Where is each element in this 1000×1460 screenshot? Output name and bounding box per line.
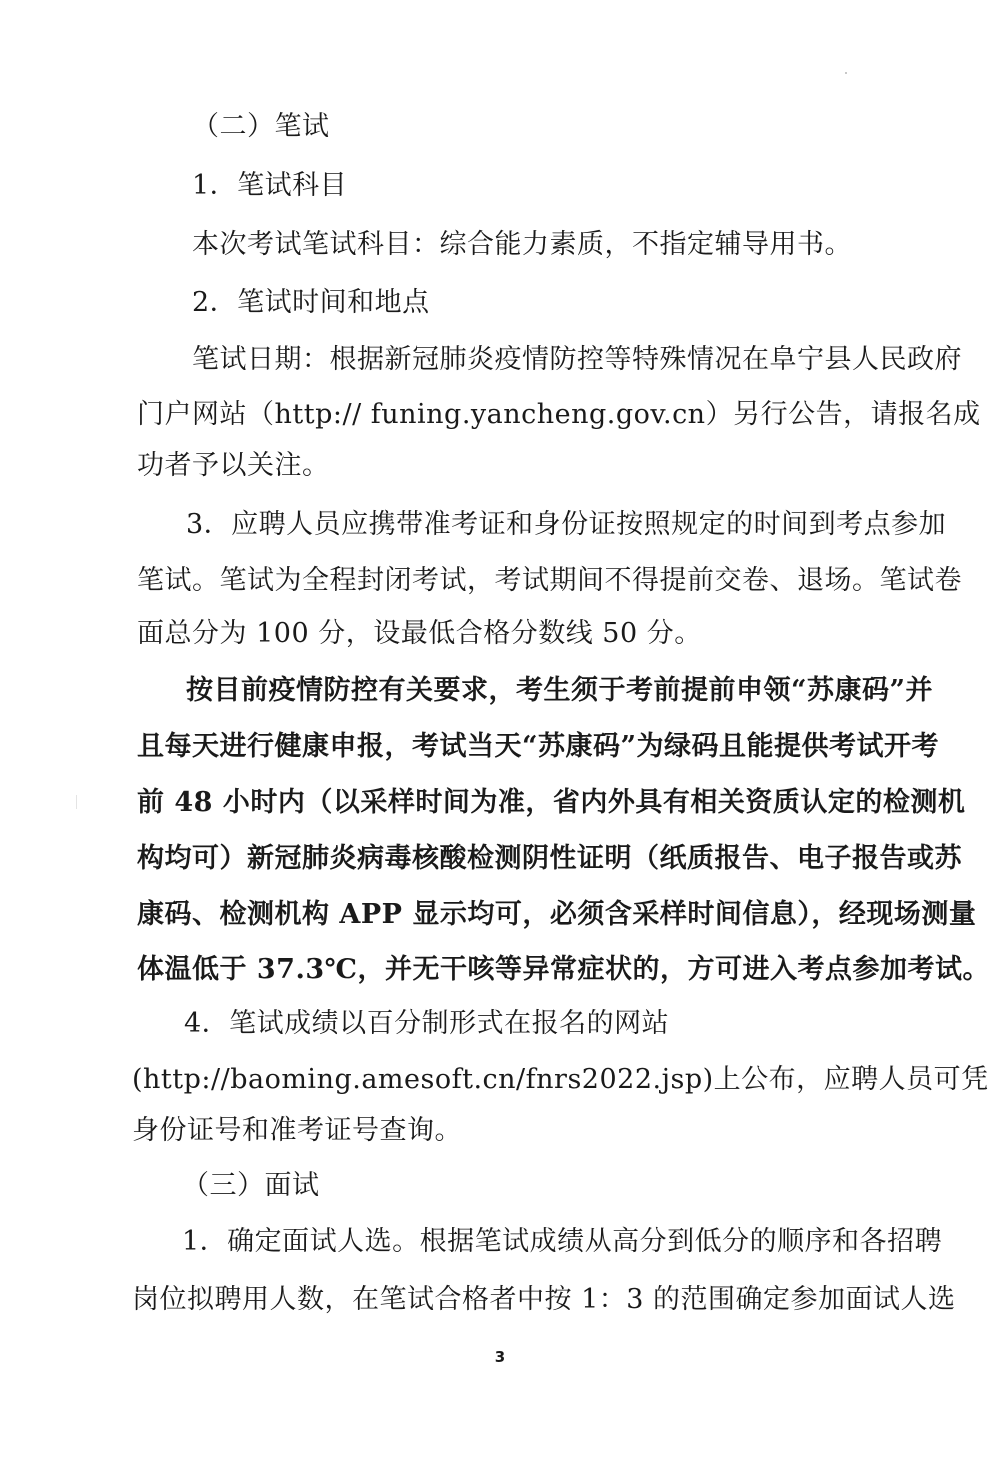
scan-speck <box>76 795 77 809</box>
page-number: 3 <box>494 1348 506 1366</box>
scan-speck <box>845 72 847 74</box>
document-page: （二）笔试 1．笔试科目 本次考试笔试科目：综合能力素质，不指定辅导用书。 2．笔试时间和地点 笔试日期：根据新冠肺炎疫情防控等特殊情况在阜宁县人民政府 门户网站（http:// funing.yancheng.gov.cn）另行公告，请报名成 功者予以关注。 3．应聘人员应携带准考证和身份证按照规定的时间到考点参加 笔试。笔试为全程封闭考试，考试期间不得提前交卷、退场。笔试卷 面总分为 100 分，设最低合格分数线 50 分。 按目前疫情防控有关要求，考生须于考前提前申领“苏康码”并 且每天进行健康申报，考试当天“苏康码”为绿码且能提供考试开考 前 48 小时内（以采样时间为准，省内外具有相关资质认定的检测机 构均可）新冠肺炎病毒核酸检测阴性证明（纸质报告、电子报告或苏 康码、检测机构 APP 显示均可，必须含采样时间信息），经现场测量 体温低于 37.3℃，并无干咳等异常症状的，方可进入考点参加考试。 4．笔试成绩以百分制形式在报名的网站 (http://baoming.amesoft.cn/fnrs2022.jsp)上公布，应聘人员可凭 身份证号和准考证号查询。 （三）面试 1．确定面试人选。根据笔试成绩从高分到低分的顺序和各招聘 岗位拟聘用人数，在笔试合格者中按 1：3 的范围确定参加面试人选 3 <box>0 0 1000 1460</box>
